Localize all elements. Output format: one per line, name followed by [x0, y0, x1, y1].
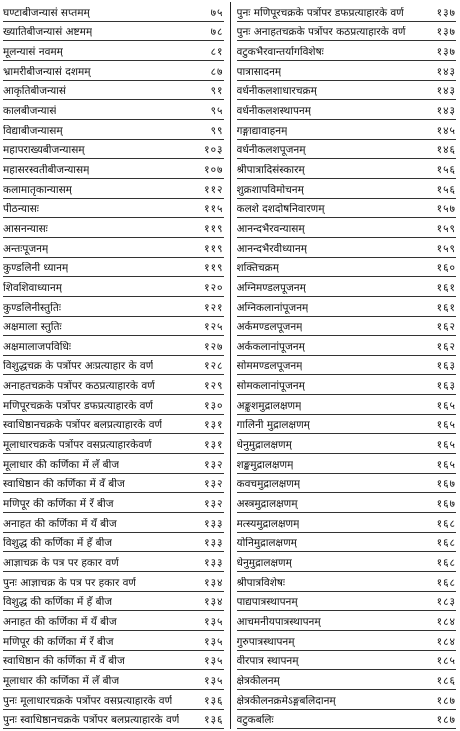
entry-title: वर्धनीकलशस्थापनम् — [236, 104, 312, 117]
contents-entry — [3, 297, 224, 317]
entry-page-number: १८७ — [436, 694, 456, 707]
entry-title: पीठन्यासः — [3, 203, 39, 216]
entry-title: अनाहत की कर्णिका में यँ बीज — [3, 616, 117, 628]
entry-title: मूलाधार की कर्णिका में लँ बीज — [3, 458, 120, 471]
entry-page-number: १५९ — [436, 242, 456, 255]
entry-page-number: ९१ — [210, 85, 224, 98]
entry-page-number: १३६ — [204, 694, 224, 707]
entry-page-number: १६२ — [436, 321, 456, 334]
entry-page-number: १६१ — [436, 301, 456, 314]
contents-entry — [237, 513, 457, 533]
entry-page-number: १३३ — [204, 537, 224, 550]
contents-entry — [3, 218, 224, 238]
entry-title: अर्कमण्डलपूजनम् — [236, 321, 303, 334]
entry-title: पात्रासादनम् — [236, 65, 282, 78]
entry-title: कलामातृकान्यासम् — [3, 183, 72, 196]
contents-entry — [237, 297, 457, 317]
entry-title: भ्रामरीबीजन्यासं दशमम् — [3, 65, 91, 78]
entry-page-number: ११५ — [204, 203, 224, 216]
entry-title: विशुद्धचक्र के पत्रोंपर अःप्रत्याहार के वर्ण — [3, 360, 154, 373]
entry-title: आनन्दभैरवन्यासम् — [236, 222, 305, 235]
entry-title: अनाहतचक्रके पत्रोंपर कठप्रत्याहारके वर्ण — [3, 380, 155, 393]
entry-page-number: १३२ — [204, 498, 224, 511]
entry-page-number: ९९ — [210, 124, 224, 137]
entry-title: वर्धनीकलशाधारचक्रम् — [236, 85, 317, 98]
contents-entry — [237, 238, 457, 258]
contents-entry — [237, 474, 457, 494]
contents-entry — [3, 61, 224, 81]
contents-entry — [237, 22, 457, 42]
entry-title: आकृतिबीजन्यासं — [3, 85, 67, 98]
contents-entry — [237, 258, 457, 278]
contents-entry — [237, 710, 457, 730]
entry-page-number: १३६ — [204, 714, 224, 727]
contents-entry — [237, 159, 457, 179]
entry-page-number: १३३ — [204, 557, 224, 570]
entry-page-number: १२५ — [204, 321, 224, 334]
entry-page-number: १६५ — [436, 439, 456, 452]
entry-title: पुनः अनाहतचक्रके पत्रोंपर कठप्रत्याहारके वर्ण — [236, 26, 406, 39]
entry-page-number: १३५ — [204, 674, 224, 687]
contents-entry — [237, 2, 457, 22]
entry-page-number: १६१ — [436, 281, 456, 294]
entry-title: मणिपूर की कर्णिका में रँ बीज — [3, 498, 114, 511]
contents-entry — [237, 690, 457, 710]
entry-page-number: १८६ — [436, 674, 456, 687]
entry-title: आज्ञाचक्र के पत्र पर हकार वर्ण — [3, 557, 119, 570]
contents-entry — [3, 533, 224, 553]
entry-title: अग्निमण्डलपूजनम् — [236, 281, 306, 294]
entry-page-number: १३२ — [204, 458, 224, 471]
entry-title: योनिमुद्रालक्षणम् — [236, 537, 297, 550]
contents-entry — [237, 336, 457, 356]
contents-entry — [237, 140, 457, 160]
entry-page-number: १८५ — [436, 655, 456, 668]
entry-page-number: १६० — [436, 262, 456, 275]
entry-title: पुनः स्वाधिष्ठानचक्रके पत्रोंपर बलप्रत्याहारके वर्ण — [3, 714, 180, 727]
entry-title: मणिपूरचक्रके पत्रोंपर डफप्रत्याहारके वर्ण — [3, 399, 154, 412]
contents-entry — [3, 100, 224, 120]
entry-page-number: १३७ — [436, 6, 456, 19]
entry-title: शङ्खमुद्रालक्षणम् — [236, 458, 294, 471]
entry-title: विद्याबीजन्यासम् — [3, 124, 63, 137]
contents-entry — [237, 41, 457, 61]
entry-page-number: १३० — [204, 399, 224, 412]
entry-title: पुनः मूलाधारचक्रके पत्रोंपर वसप्रत्याहारके वर्ण — [3, 694, 173, 707]
contents-entry — [3, 258, 224, 278]
entry-page-number: ८१ — [210, 45, 224, 58]
entry-page-number: १०७ — [204, 163, 224, 176]
entry-title: अङ्कुशमुद्रालक्षणम् — [236, 399, 302, 412]
entry-page-number: १२८ — [204, 360, 224, 373]
contents-entry — [237, 434, 457, 454]
entry-title: आचमनीयपात्रस्थापनम् — [236, 616, 321, 628]
entry-page-number: १३१ — [204, 419, 224, 432]
contents-entry — [3, 179, 224, 199]
contents-entry — [237, 375, 457, 395]
contents-entry — [3, 710, 224, 730]
contents-entry — [3, 120, 224, 140]
entry-title: महासरस्वतीबीजन्यासम् — [3, 163, 90, 176]
entry-title: सोममण्डलपूजनम् — [236, 360, 303, 373]
contents-entry — [237, 199, 457, 219]
entry-title: गङ्गाद्यावाहनम् — [236, 124, 288, 137]
entry-title: अस्त्रमुद्रालक्षणम् — [236, 498, 298, 511]
entry-title: पुनः आज्ञाचक्र के पत्र पर हकार वर्ण — [3, 576, 137, 589]
entry-title: अन्तःपूजनम् — [3, 242, 49, 255]
entry-title: कवचमुद्रालक्षणम् — [236, 478, 301, 491]
entry-title: मूलाधारचक्रके पत्रोंपर वसप्रत्याहारकेवर्ण — [3, 439, 152, 452]
entry-page-number: १६८ — [436, 517, 456, 530]
entry-page-number: १२९ — [204, 380, 224, 393]
entry-title: विशुद्ध की कर्णिका में हँ बीज — [3, 537, 113, 550]
entry-title: कलशे दशदोषनिवारणम् — [236, 203, 325, 216]
contents-entry — [3, 592, 224, 612]
contents-entry — [237, 277, 457, 297]
contents-entry — [237, 670, 457, 690]
contents-entry — [3, 513, 224, 533]
entry-page-number: १३५ — [204, 616, 224, 628]
entry-title: मूलाधार की कर्णिका में लँ बीज — [3, 674, 120, 687]
entry-page-number: १५६ — [436, 183, 456, 196]
entry-page-number: १६५ — [436, 399, 456, 412]
entry-page-number: १५७ — [436, 203, 456, 216]
contents-entry — [237, 100, 457, 120]
contents-entry — [237, 415, 457, 435]
entry-page-number: १८४ — [436, 616, 456, 628]
contents-entry — [237, 120, 457, 140]
entry-page-number: १६५ — [436, 458, 456, 471]
entry-title: गुरुपात्रस्थापनम् — [236, 635, 295, 648]
entry-page-number: १३४ — [204, 596, 224, 609]
entry-page-number: १८७ — [436, 714, 456, 727]
contents-entry — [3, 277, 224, 297]
entry-page-number: १४३ — [436, 104, 456, 117]
entry-title: कुण्डलिनीस्तुतिः — [3, 301, 61, 314]
contents-entry — [3, 690, 224, 710]
contents-entry — [237, 317, 457, 337]
contents-entry — [237, 552, 457, 572]
contents-entry — [237, 454, 457, 474]
entry-title: शक्तिचक्रम् — [236, 262, 279, 275]
entry-title: स्वाधिष्ठान की कर्णिका में वँ बीज — [3, 478, 125, 491]
entry-title: वीरपात्र स्थापनम् — [236, 655, 299, 668]
entry-title: स्वाधिष्ठानचक्रके पत्रोंपर बलप्रत्याहारके वर्ण — [3, 419, 163, 432]
contents-entry — [237, 179, 457, 199]
entry-page-number: १२० — [204, 281, 224, 294]
contents-entry — [3, 375, 224, 395]
contents-entry — [3, 552, 224, 572]
entry-title: शुक्रशापविमोचनम् — [236, 183, 304, 196]
contents-entry — [3, 631, 224, 651]
entry-title: मूलन्यासं नवमम् — [3, 45, 63, 58]
entry-page-number: १६५ — [436, 419, 456, 432]
entry-page-number: १२७ — [204, 340, 224, 353]
entry-title: क्षेत्रकीलनक्रमेऽङ्गबलिदानम् — [236, 694, 336, 707]
contents-entry — [3, 651, 224, 671]
entry-page-number: १२१ — [204, 301, 224, 314]
entry-page-number: १६३ — [436, 360, 456, 373]
entry-title: धेनुमुद्रालक्षणम् — [236, 557, 292, 570]
entry-title: अग्निकलानांपूजनम् — [236, 301, 309, 314]
entry-page-number: १०३ — [204, 144, 224, 157]
contents-entry — [3, 199, 224, 219]
entry-page-number: १८४ — [436, 635, 456, 648]
contents-entry — [3, 140, 224, 160]
entry-page-number: १३५ — [204, 635, 224, 648]
contents-entry — [3, 474, 224, 494]
contents-entry — [3, 317, 224, 337]
entry-page-number: १४५ — [436, 124, 456, 137]
entry-page-number: ११९ — [204, 242, 224, 255]
contents-entry — [3, 415, 224, 435]
entry-title: वटुकबलिः — [236, 714, 274, 727]
contents-entry — [237, 218, 457, 238]
contents-entry — [3, 22, 224, 42]
entry-title: ख्यातिबीजन्यासं अष्टमम् — [3, 26, 93, 39]
entry-page-number: १४६ — [436, 144, 456, 157]
contents-entry — [3, 395, 224, 415]
contents-entry — [3, 434, 224, 454]
entry-title: पाद्यपात्रस्थापनम् — [236, 596, 298, 609]
entry-page-number: १५६ — [436, 163, 456, 176]
entry-page-number: १६८ — [436, 557, 456, 570]
entry-title: आसनन्यासः — [3, 222, 48, 235]
contents-entry — [237, 493, 457, 513]
entry-page-number: १६८ — [436, 537, 456, 550]
entry-page-number: ७५ — [210, 6, 224, 19]
entry-page-number: १४३ — [436, 85, 456, 98]
entry-page-number: १३३ — [204, 517, 224, 530]
entry-page-number: १६७ — [436, 478, 456, 491]
entry-page-number: १३१ — [204, 439, 224, 452]
entry-title: श्रीपात्रादिसंस्कारम् — [236, 163, 305, 176]
contents-entry — [237, 81, 457, 101]
entry-title: अक्षमालाजपविधिः — [3, 340, 71, 353]
entry-title: अक्षमाला स्तुतिः — [3, 321, 62, 334]
entry-page-number: १८३ — [436, 596, 456, 609]
contents-entry — [3, 336, 224, 356]
contents-entry — [3, 41, 224, 61]
entry-title: कुण्डलिनी ध्यानम् — [3, 262, 69, 275]
entry-page-number: १३४ — [204, 576, 224, 589]
entry-page-number: १६२ — [436, 340, 456, 353]
entry-title: आनन्दभैरवीध्यानम् — [236, 242, 307, 255]
entry-title: महापराख्यबीजन्यासम् — [3, 144, 85, 157]
entry-page-number: ८७ — [210, 65, 224, 78]
contents-entry — [3, 611, 224, 631]
entry-page-number: १३५ — [204, 655, 224, 668]
entry-page-number: ११२ — [204, 183, 224, 196]
entry-page-number: १४३ — [436, 65, 456, 78]
entry-title: विशुद्ध की कर्णिका में हँ बीज — [3, 596, 113, 609]
contents-entry — [3, 238, 224, 258]
entry-title: मत्स्यमुद्रालक्षणम् — [236, 517, 300, 530]
entry-page-number: १६७ — [436, 498, 456, 511]
entry-title: मणिपूर की कर्णिका में रँ बीज — [3, 635, 114, 648]
contents-entry — [237, 572, 457, 592]
entry-title: घण्टाबीजन्यासं सप्तमम् — [3, 6, 90, 19]
entry-title: गालिनी मुद्रालक्षणम् — [236, 419, 310, 432]
entry-page-number: १३७ — [436, 26, 456, 39]
contents-entry — [3, 81, 224, 101]
entry-title: सोमकलानांपूजनम् — [236, 380, 305, 393]
contents-entry — [237, 356, 457, 376]
entry-page-number: १३२ — [204, 478, 224, 491]
entry-page-number: १६८ — [436, 576, 456, 589]
entry-title: धेनुमुद्रालक्षणम् — [236, 439, 292, 452]
contents-entry — [3, 454, 224, 474]
contents-entry — [237, 651, 457, 671]
entry-page-number: ११९ — [204, 222, 224, 235]
contents-entry — [237, 395, 457, 415]
entry-title: वर्धनीकलशपूजनम् — [236, 144, 306, 157]
contents-entry — [237, 61, 457, 81]
contents-entry — [3, 493, 224, 513]
entry-title: वटुकभैरवान्तर्यागविशेषः — [236, 45, 324, 58]
contents-right-column — [231, 2, 460, 729]
entry-title: अर्ककलानांपूजनम् — [236, 340, 305, 353]
entry-page-number: ७८ — [210, 26, 224, 39]
entry-title: कालबीजन्यासं — [3, 104, 57, 117]
contents-left-column — [0, 2, 230, 729]
contents-entry — [3, 356, 224, 376]
contents-entry — [3, 159, 224, 179]
contents-entry — [3, 670, 224, 690]
entry-page-number: १५९ — [436, 222, 456, 235]
contents-entry — [3, 572, 224, 592]
contents-entry — [237, 533, 457, 553]
entry-title: पुनः मणिपूरचक्रके पत्रोंपर डफप्रत्याहारके वर्ण — [236, 6, 404, 19]
entry-title: शिवशिवाध्यानम् — [3, 281, 62, 294]
entry-page-number: १६३ — [436, 380, 456, 393]
entry-title: स्वाधिष्ठान की कर्णिका में वँ बीज — [3, 655, 125, 668]
contents-entry — [237, 611, 457, 631]
contents-entry — [3, 2, 224, 22]
entry-title: अनाहत की कर्णिका में यँ बीज — [3, 517, 117, 530]
entry-title: क्षेत्रकीलनम् — [236, 674, 280, 687]
entry-title: श्रीपात्रविशेषः — [236, 576, 286, 589]
entry-page-number: ९५ — [210, 104, 224, 117]
contents-entry — [237, 631, 457, 651]
contents-columns — [0, 2, 460, 729]
entry-page-number: ११९ — [204, 262, 224, 275]
contents-entry — [237, 592, 457, 612]
entry-page-number: १३७ — [436, 45, 456, 58]
